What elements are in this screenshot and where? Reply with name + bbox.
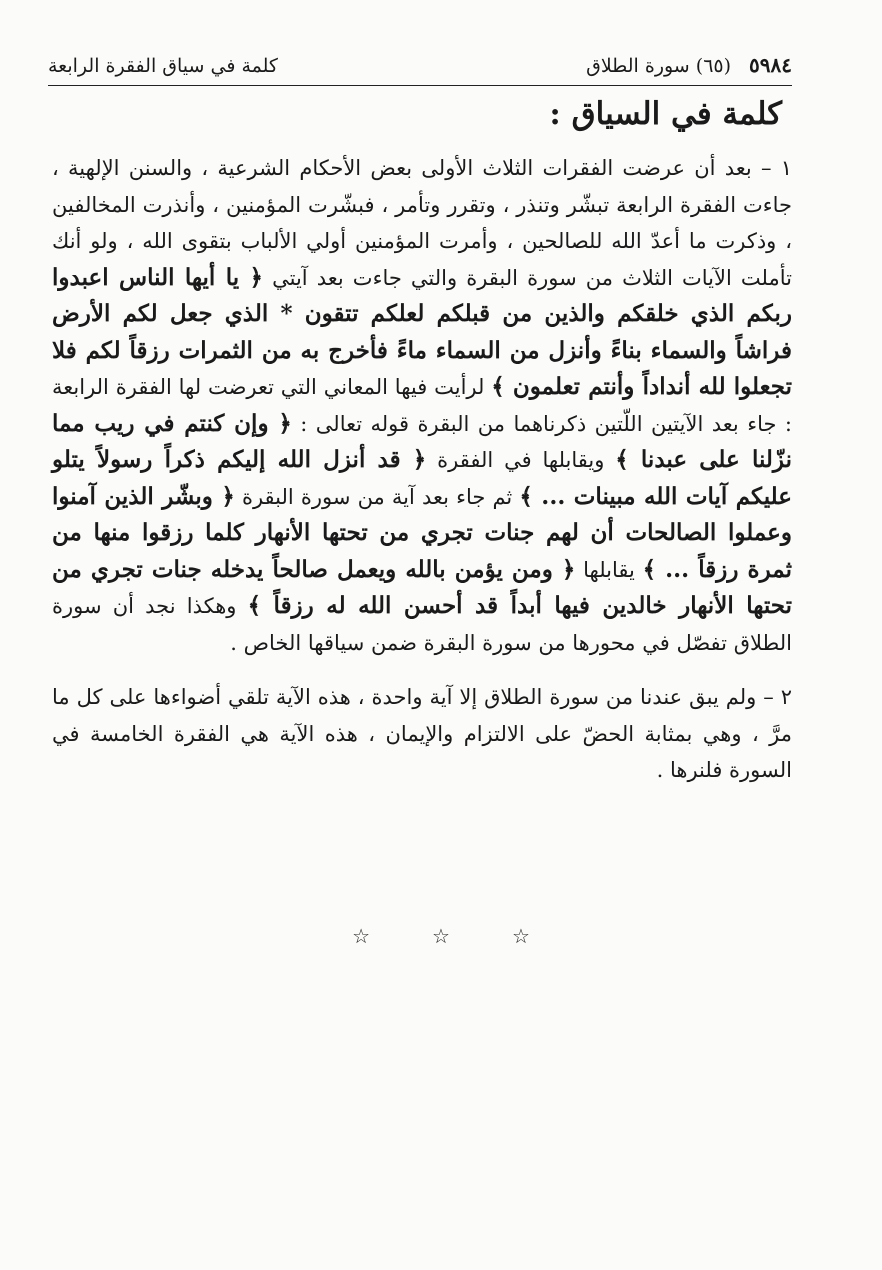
star-separator (0, 924, 882, 948)
text-segment: وهكذا نجد أن سورة الطلاق تفصّل في محورها من سورة البقرة ضمن سياقها الخاص . (52, 594, 792, 655)
body-text (52, 150, 792, 789)
quran-quote: ﴿ قد أنزل الله إليكم ذكراً رسولاً يتلو عليكم آيات الله مبينات ... ﴾ (52, 446, 792, 510)
paragraph-number: ٢ (780, 685, 792, 709)
star-icon: ☆ (432, 924, 450, 948)
section-title: كلمة في السياق : (549, 96, 782, 132)
sura-label: (٦٥) سورة الطلاق (586, 55, 732, 77)
text-segment: ويقابلها في الفقرة (437, 448, 605, 472)
paragraph-number: ١ (780, 156, 792, 180)
quran-quote: ﴿ وإن كنتم في ريب مما نزّلنا على عبدنا ﴾ (52, 409, 793, 473)
text-segment: ثم جاء بعد آية من سورة البقرة (241, 484, 513, 509)
header-right-group (586, 53, 792, 77)
star-icon: ☆ (352, 924, 371, 948)
text-segment: ولم يبق عندنا من سورة الطلاق إلا آية واحدة ، هذه الآية تلقي أضواءها على كل ما مرَّ ، وهي بمثابة الحضّ على الالتزام والإيمان ، هذه الآية هي الفقرة الخامسة في السورة فلنرها . (52, 685, 792, 782)
quran-quote: ﴿ ومن يؤمن بالله ويعمل صالحاً يدخله جنات تجري من تحتها الأنهار خالدين فيها أبداً قد أحسن الله له رزقاً ﴾ (52, 555, 793, 619)
quran-quote: ﴿ يا أيها الناس اعبدوا ربكم الذي خلقكم والذين من قبلكم لعلكم تتقون * الذي جعل لكم الأرض فراشاً والسماء بناءً وأنزل من السماء ماءً فأخرج به من الثمرات رزقاً لكم فلا تجعلوا لله أنداداً وأنتم تعلمون ﴾ (52, 263, 792, 400)
paragraph-dash: – (760, 156, 772, 180)
section-label: كلمة في سياق الفقرة الرابعة (48, 55, 278, 77)
text-segment: يقابلها (583, 557, 635, 582)
paragraph-2 (52, 679, 792, 789)
page-header (48, 40, 792, 86)
quran-quote: ﴿ وبشّر الذين آمنوا وعملوا الصالحات أن لهم جنات تجري من تحتها الأنهار كلما رزقوا منها من ثمرة رزقاً ... ﴾ (52, 482, 792, 583)
text-segment: لرأيت فيها المعاني التي تعرضت لها الفقرة الرابعة : جاء بعد الآيتين اللّتين ذكرناهما من البقرة قوله تعالى : (52, 375, 792, 436)
text-segment: بعد أن عرضت الفقرات الثلاث الأولى بعض الأحكام الشرعية ، والسنن الإلهية ، جاءت الفقرة الرابعة تبشّر وتنذر ، وتقرر وتأمر ، فبشّرت المؤمنين ، وأنذرت المخالفين ، وذكرت ما أعدّ الله للصالحين ، وأمرت المؤمنين أولي الألباب بتقوى الله ، ولو أنك تأملت الآيات الثلاث من سورة البقرة والتي جاءت بعد آيتي (52, 156, 792, 290)
star-icon: ☆ (511, 924, 530, 948)
page-number: ٥٩٨٤ (749, 53, 792, 77)
paragraph-1 (52, 150, 792, 661)
paragraph-dash: – (763, 685, 774, 709)
